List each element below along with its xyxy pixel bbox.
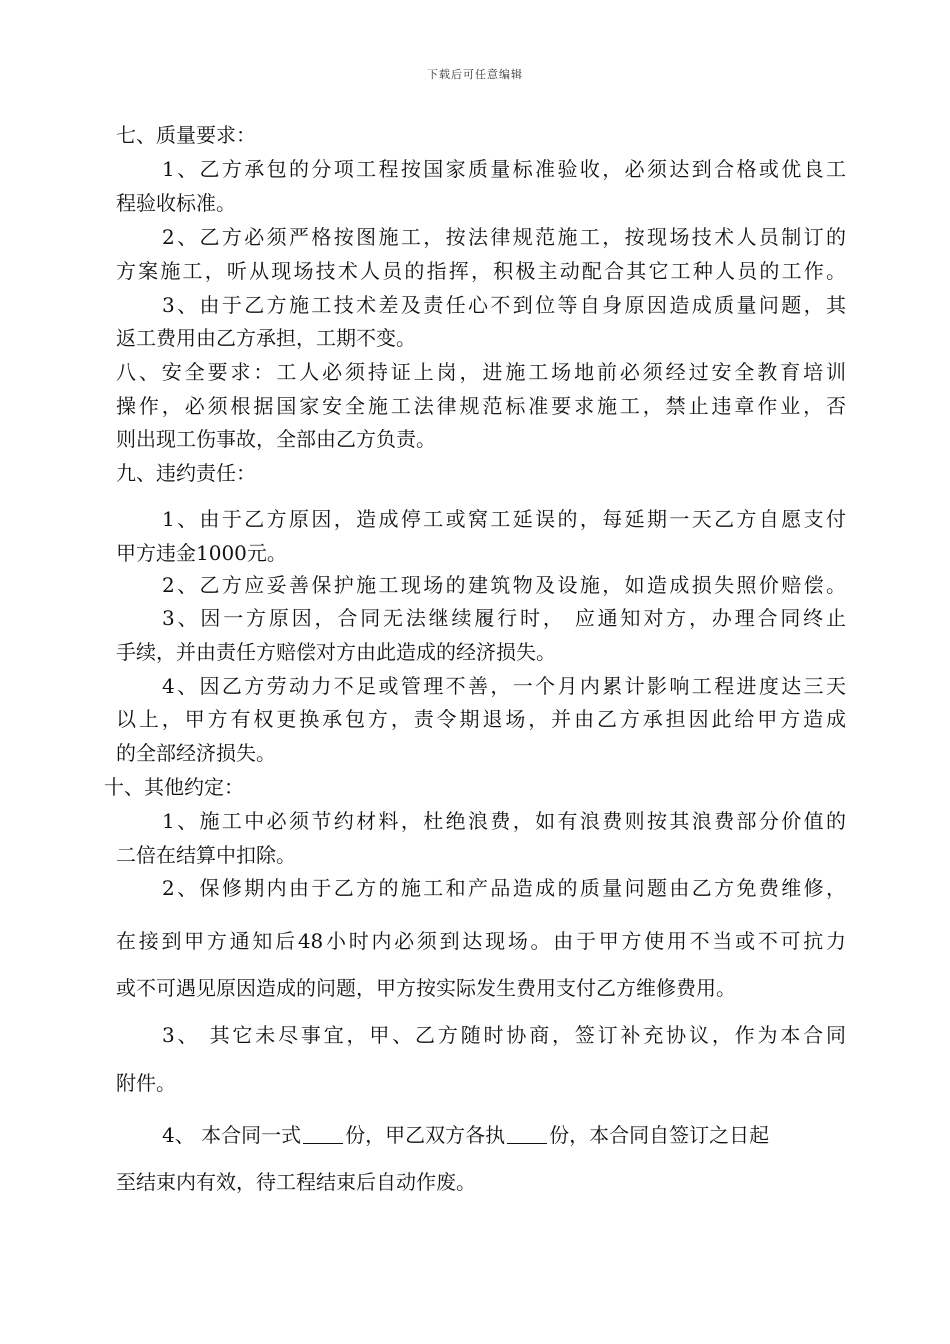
clause-4-line-2: 至结束内有效，待工程结束后自动作废。 [116,1170,476,1194]
paragraph-line: 附件。 [116,1071,176,1095]
page-header: 下载后可任意编辑 [427,68,523,81]
paragraph-line: 返工费用由乙方承担，工期不变。 [116,326,416,350]
paragraph-line: 则出现工伤事故，全部由乙方负责。 [116,427,436,451]
paragraph-line: 在接到甲方通知后48小时内必须到达现场。由于甲方使用不当或不可抗力 [116,929,846,953]
paragraph-line: 程验收标准。 [116,191,236,215]
paragraph-line: 以上，甲方有权更换承包方，责令期退场，并由乙方承担因此给甲方造成 [116,707,846,731]
paragraph-line: 二倍在结算中扣除。 [116,843,296,867]
paragraph-line: 3、 其它未尽事宜，甲、乙方随时协商，签订补充协议，作为本合同 [162,1023,846,1047]
section-title-safety: 八、安全要求：工人必须持证上岗，进施工场地前必须经过安全教育培训 [116,360,846,384]
section-title-other: 十、其他约定： [104,775,244,799]
clause-4-text-a: 4、 本合同一式 [162,1123,302,1147]
paragraph-line: 手续，并由责任方赔偿对方由此造成的经济损失。 [116,640,556,664]
paragraph-line: 操作，必须根据国家安全施工法律规范标准要求施工，禁止违章作业，否 [116,394,846,418]
section-title-quality: 七、质量要求： [116,123,256,147]
paragraph-line: 2、乙方应妥善保护施工现场的建筑物及设施，如造成损失照价赔偿。 [162,573,846,597]
paragraph-line: 1、施工中必须节约材料，杜绝浪费，如有浪费则按其浪费部分价值的 [162,809,846,833]
paragraph-line: 甲方违金1000元。 [116,541,287,565]
copies-total-blank[interactable] [303,1125,343,1144]
paragraph-line: 1、乙方承包的分项工程按国家质量标准验收，必须达到合格或优良工 [162,157,846,181]
paragraph-line: 方案施工，听从现场技术人员的指挥，积极主动配合其它工种人员的工作。 [116,259,846,283]
paragraph-line: 2、保修期内由于乙方的施工和产品造成的质量问题由乙方免费维修， [162,876,846,900]
clause-4-line-1 [162,1123,769,1147]
paragraph-line: 或不可遇见原因造成的问题，甲方按实际发生费用支付乙方维修费用。 [116,976,736,1000]
paragraph-line: 1、由于乙方原因，造成停工或窝工延误的，每延期一天乙方自愿支付 [162,507,846,531]
section-title-breach: 九、违约责任： [116,461,256,485]
paragraph-line: 的全部经济损失。 [116,741,276,765]
clause-4-text-b: 份，甲乙双方各执 [345,1123,506,1147]
paragraph-line: 2、乙方必须严格按图施工，按法律规范施工，按现场技术人员制订的 [162,225,846,249]
paragraph-line: 3、因一方原因，合同无法继续履行时， 应通知对方，办理合同终止 [162,606,846,630]
copies-each-blank[interactable] [507,1125,547,1144]
paragraph-line: 4、因乙方劳动力不足或管理不善，一个月内累计影响工程进度达三天 [162,674,846,698]
clause-4-text-c: 份，本合同自签订之日起 [549,1123,770,1147]
paragraph-line: 3、由于乙方施工技术差及责任心不到位等自身原因造成质量问题，其 [162,293,846,317]
